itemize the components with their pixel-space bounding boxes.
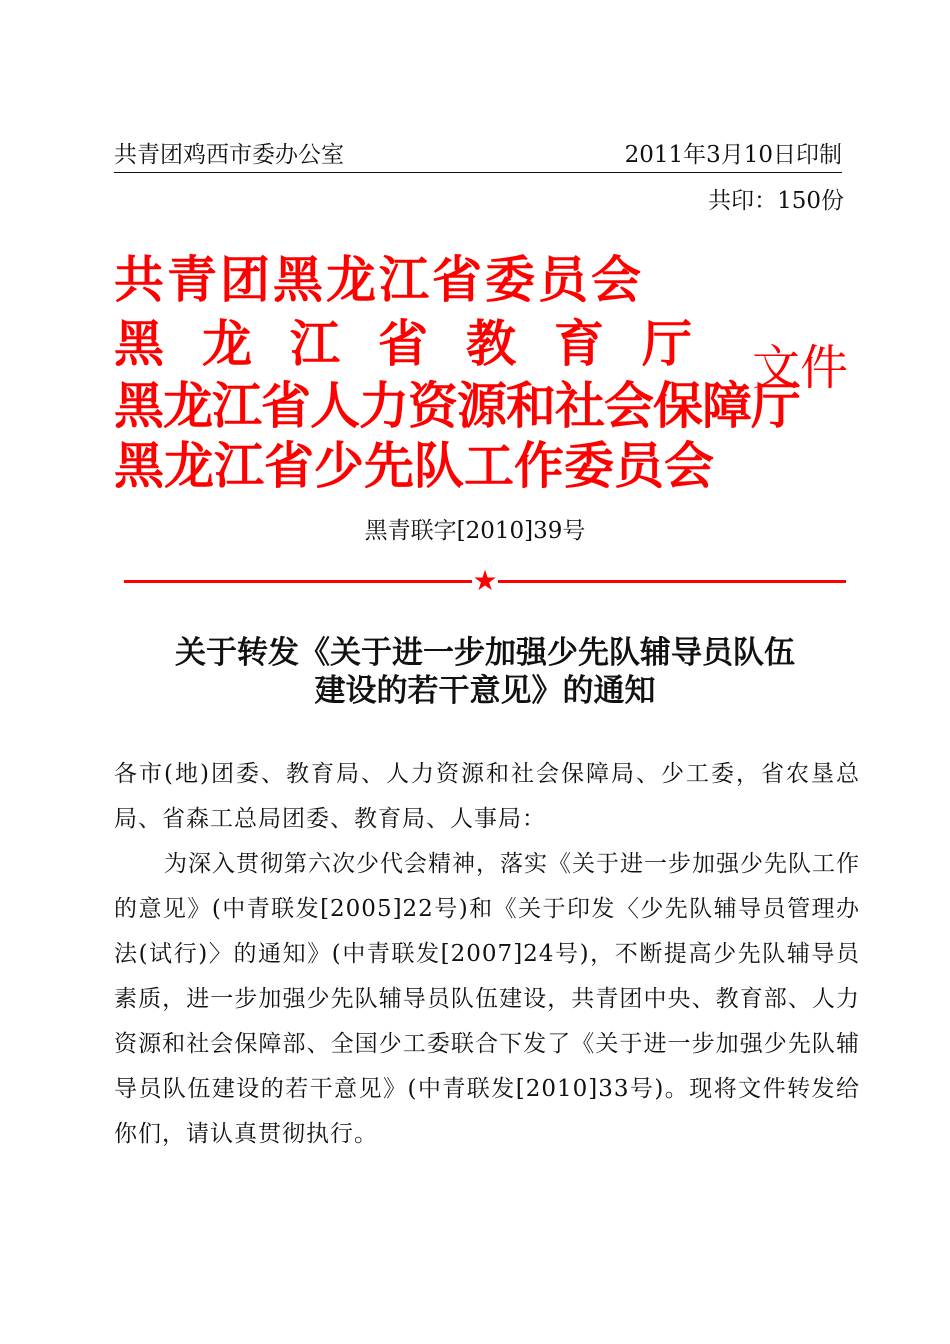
issuer-line-1: 共青团黑龙江省委员会 [114,251,644,309]
document-number: 黑青联字[2010]39号 [364,518,586,544]
body-paragraph: 为深入贯彻第六次少代会精神，落实《关于进一步加强少先队工作的意见》(中青联发[2005]22号)和《关于印发〈少先队辅导员管理办法(试行)〉的通知》(中青联发[2007]24号)，不断提高少先队辅导员素质，进一步加强少先队辅导员队伍建设，共青团中央、教育部、人力资源和社会保障部、全国少工委联合下发了《关于进一步加强少先队辅导员队伍建设的若干意见》(中青联发[2010]33号)。现将文件转发给你们，请认真贯彻执行。 [114,851,860,1147]
red-rule-left [124,580,472,583]
issuer-line-2: 黑龙江省教育厅 [114,315,730,373]
addressee: 各市(地)团委、教育局、人力资源和社会保障局、少工委，省农垦总局、省森工总局团委、教育局、人事局： [114,761,860,832]
print-info-line [114,138,842,173]
issuer-line-3: 黑龙江省人力资源和社会保障厅 [114,377,800,435]
file-word: 文件 [752,340,849,396]
star-icon: ★ [472,564,498,597]
red-rule-right [498,580,846,583]
document-body [114,752,860,1157]
document-title [100,634,870,710]
print-date: 2011年3月10日印制 [624,142,842,168]
issuer-line-4: 黑龙江省少先队工作委员会 [114,437,714,495]
title-line-2: 建设的若干意见》的通知 [314,673,656,709]
print-copies: 共印：150份 [708,188,844,214]
title-line-1: 关于转发《关于进一步加强少先队辅导员队伍 [175,635,795,671]
print-office: 共青团鸡西市委办公室 [114,142,344,168]
